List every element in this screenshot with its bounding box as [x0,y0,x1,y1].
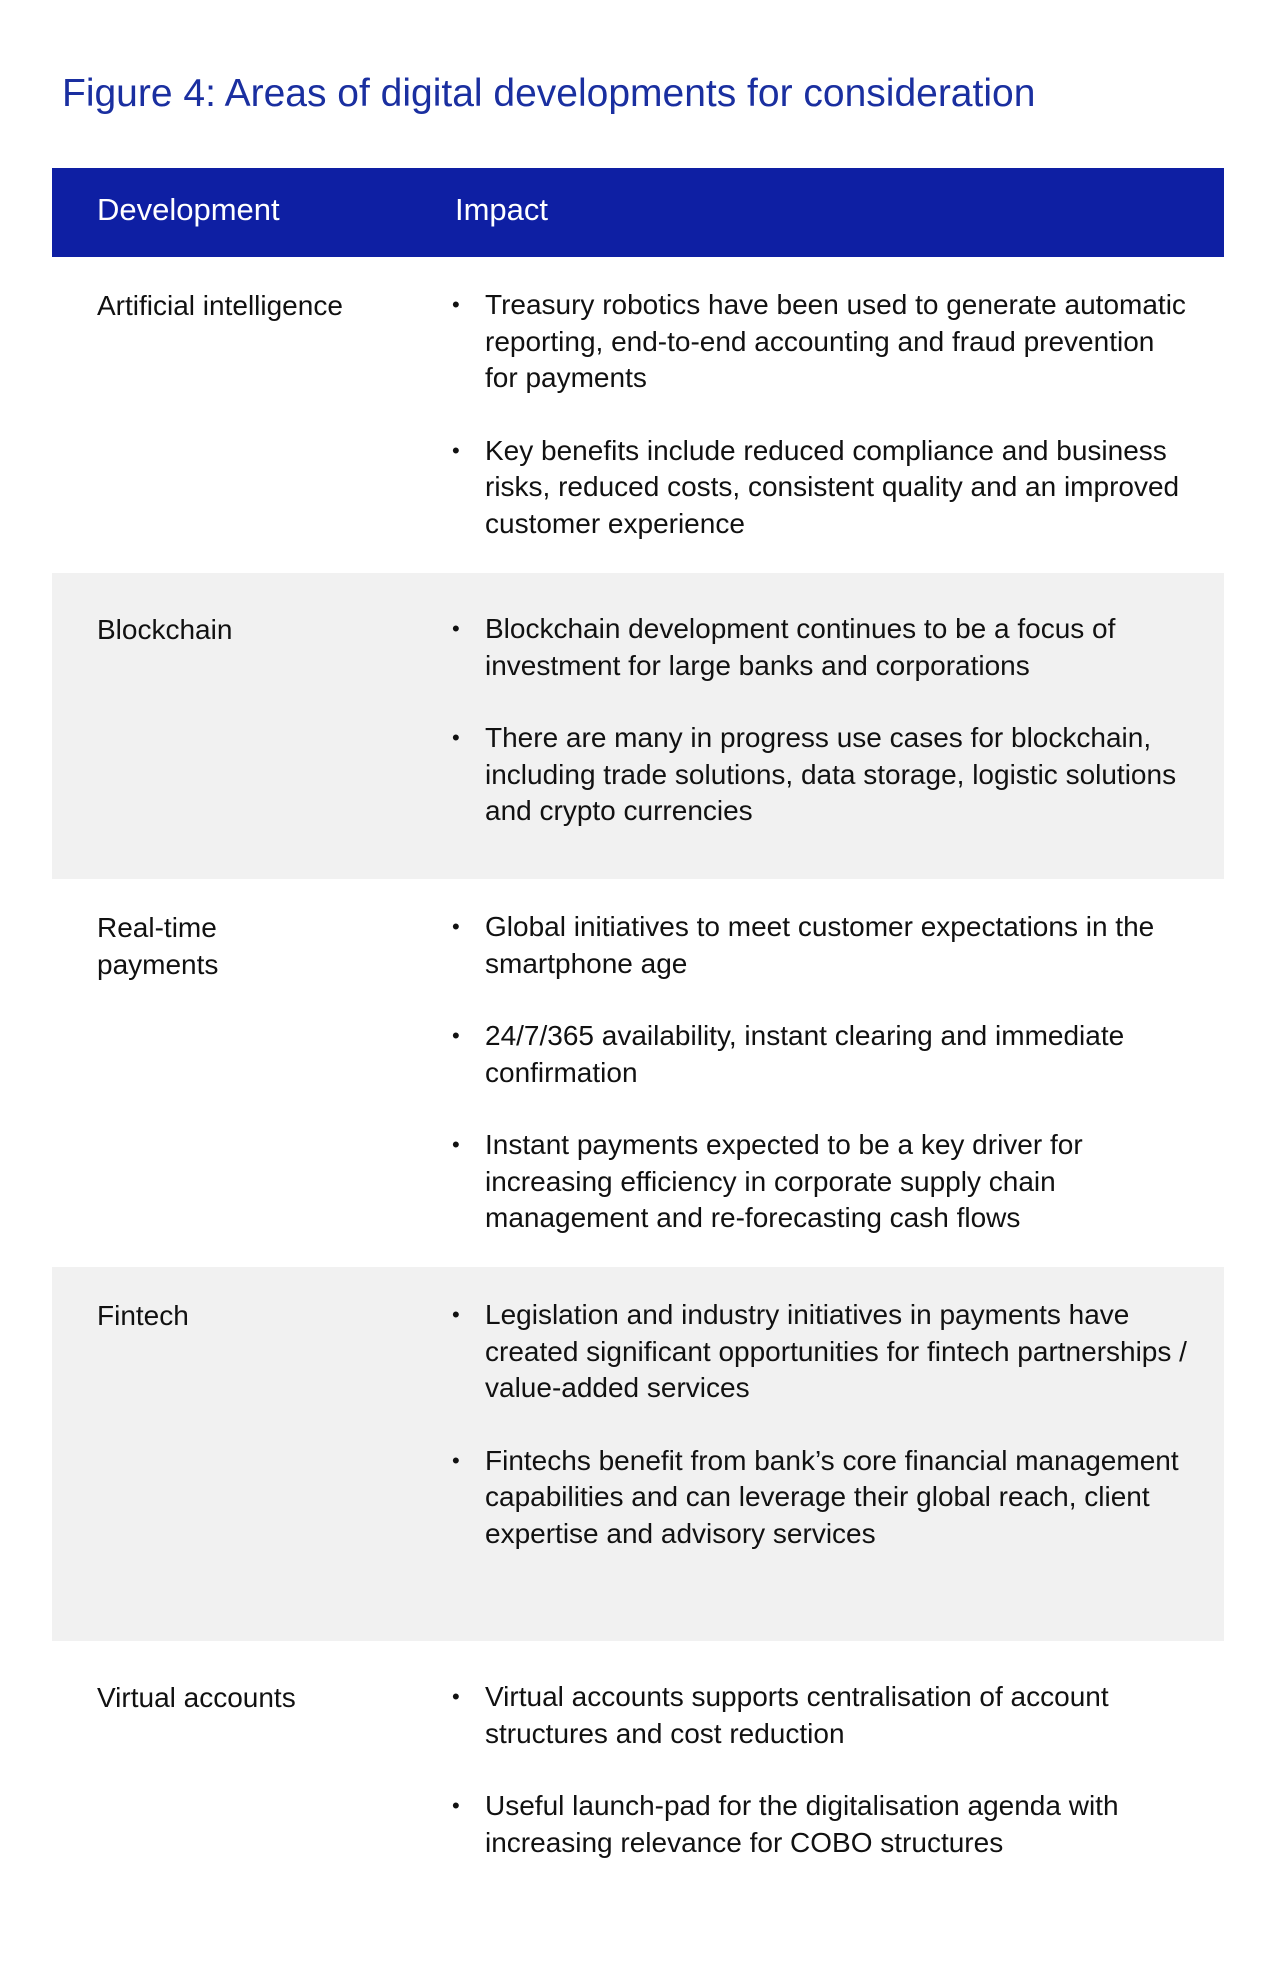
impact-list [452,1297,1192,1552]
table-row-blockchain [52,573,1224,879]
impact-item [452,287,1192,397]
development-label: Blockchain [97,614,233,645]
impact-item [452,909,1192,982]
impact-item [452,1297,1192,1407]
impact-text: 24/7/365 availability, instant clearing and immediate confirmation [485,1020,1125,1088]
bullet-icon: • [452,1684,460,1709]
impact-item [452,1679,1192,1752]
table-header [52,168,1224,257]
impact-text: Virtual accounts supports centralisation of account structures and cost reduction [485,1681,1109,1749]
table-row-real-time-payments [52,879,1224,1267]
header-development: Development [97,192,280,227]
impact-text: Instant payments expected to be a key driver for increasing efficiency in corporate supply chain management and re-forecasting cash flows [485,1129,1083,1233]
bullet-icon: • [452,437,460,463]
bullet-icon: • [452,914,460,939]
table-row-fintech [52,1267,1224,1641]
development-label: Artificial intelligence [97,290,343,321]
table-row-virtual-accounts [52,1641,1224,1871]
impact-text: Fintechs benefit from bank’s core financial management capabilities and can leverage their global reach, client expertise and advisory services [485,1444,1179,1549]
bullet-icon: • [452,1447,460,1473]
bullet-icon: • [452,616,460,641]
impact-text: Treasury robotics have been used to generate automatic reporting, end-to-end accounting and fraud prevention for payments [485,289,1186,393]
impact-text: Global initiatives to meet customer expectations in the smartphone age [485,911,1155,979]
impact-item [452,1127,1192,1237]
bullet-icon: • [452,1132,460,1157]
impact-item [452,611,1192,684]
impact-text: There are many in progress use cases for blockchain, including trade solutions, data storage, logistic solutions and crypto currencies [485,722,1177,826]
impact-list [452,909,1192,1237]
impact-item [452,1788,1192,1861]
bullet-icon: • [452,292,460,317]
impact-text: Useful launch-pad for the digitalisation agenda with increasing relevance for COBO structures [485,1790,1119,1858]
bullet-icon: • [452,1302,460,1327]
bullet-icon: • [452,1023,460,1048]
impact-list [452,1679,1192,1861]
development-label: Real-time payments [97,912,219,980]
bullet-icon: • [452,1793,460,1818]
figure-title: Figure 4: Areas of digital developments for consideration [62,72,1036,115]
impact-text: Legislation and industry initiatives in payments have created significant opportunities for fintech partnerships / value-added services [485,1299,1187,1403]
development-label: Virtual accounts [97,1682,296,1713]
impact-list [452,611,1192,830]
impact-text: Blockchain development continues to be a focus of investment for large banks and corporations [485,613,1116,681]
impact-list [452,287,1192,542]
bullet-icon: • [452,725,460,750]
table-row-artificial-intelligence [52,257,1224,573]
impact-item [452,1443,1192,1553]
development-label: Fintech [97,1300,189,1331]
header-impact: Impact [455,192,549,227]
impact-item [452,720,1192,830]
impact-item [452,1018,1192,1091]
impact-item [452,433,1192,543]
impact-text: Key benefits include reduced compliance and business risks, reduced costs, consistent quality and an improved customer experience [485,434,1180,539]
